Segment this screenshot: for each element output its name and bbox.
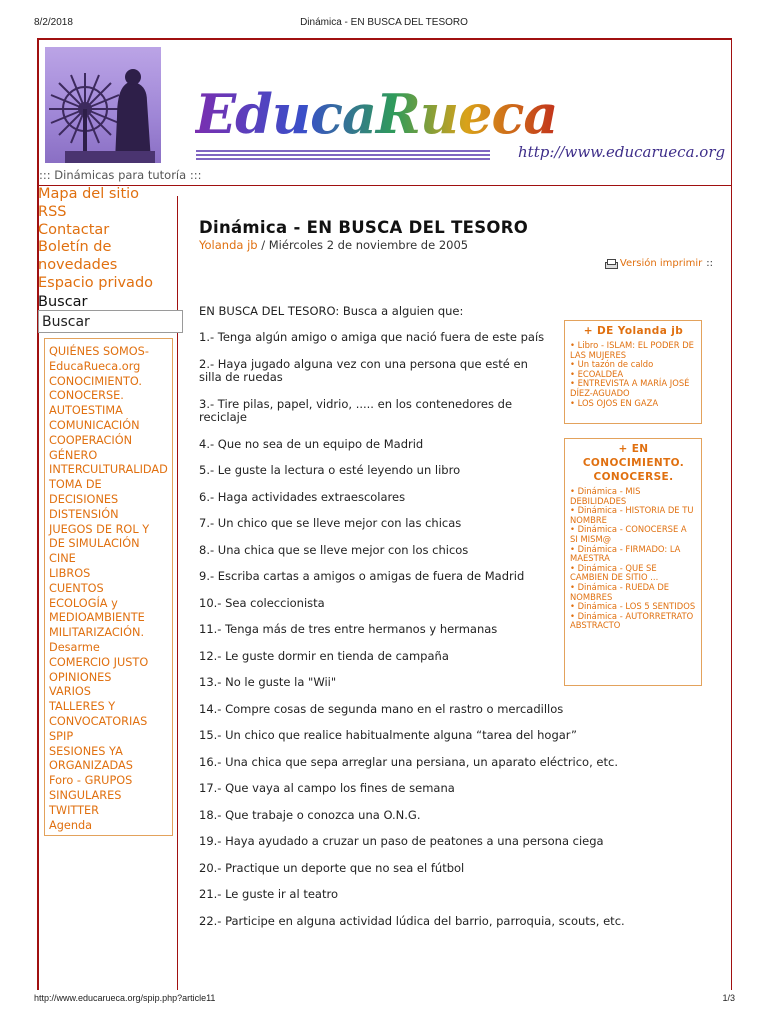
- nav-link-rss[interactable]: RSS: [38, 203, 67, 220]
- rubrique-link[interactable]: EducaRueca.org: [49, 359, 141, 373]
- rubrique-link[interactable]: Agenda: [49, 818, 93, 832]
- list-item: 14.- Compre cosas de segunda mano en el rastro o mercadillos: [199, 701, 564, 716]
- list-item: 4.- Que no sea de un equipo de Madrid: [199, 436, 424, 451]
- rubrique-link[interactable]: MEDIOAMBIENTE: [49, 611, 145, 625]
- site-tagline: ::: Dinámicas para tutoría :::: [39, 168, 202, 182]
- list-item: 12.- Le guste dormir en tienda de campaña: [199, 648, 449, 663]
- list-item: 22.- Participe en alguna actividad lúdica del barrio, parroquia, scouts, etc.: [199, 913, 625, 928]
- list-item: 18.- Que trabaje o conozca una O.N.G.: [199, 807, 421, 822]
- print-version-link[interactable]: [605, 258, 713, 269]
- related-article-link[interactable]: • Dinámica - CONOCERSE A SI MISM@: [570, 524, 687, 544]
- more-by-author-box: [564, 320, 702, 424]
- banner-photo: [45, 47, 161, 163]
- frame-right-border: [731, 38, 732, 990]
- author-link[interactable]: Yolanda jb: [199, 238, 258, 252]
- related-article-link[interactable]: • LOS OJOS EN GAZA: [570, 397, 659, 408]
- rubrique-link[interactable]: SINGULARES: [49, 788, 122, 802]
- print-version-label[interactable]: Versión imprimir: [619, 258, 703, 269]
- nav-link-private-space[interactable]: Espacio privado: [38, 274, 154, 291]
- list-item: 15.- Un chico que realice habitualmente alguna “tarea del hogar”: [199, 728, 577, 742]
- print-separator: ::: [706, 258, 713, 269]
- banner-url: http://www.educarueca.org: [518, 143, 726, 161]
- related-article-link[interactable]: • Libro - ISLAM: EL PODER DE LAS MUJERES: [570, 340, 694, 360]
- rubrique-link[interactable]: VARIOS: [49, 685, 91, 699]
- rubrique-link[interactable]: DECISIONES: [49, 492, 119, 506]
- article-date: / Miércoles 2 de noviembre de 2005: [257, 238, 469, 252]
- logo-underline: [196, 150, 490, 160]
- more-in-rubrique-title: + EN CONOCIMIENTO. CONOCERSE.: [582, 443, 685, 483]
- rubrique-link[interactable]: TALLERES Y: [49, 700, 116, 714]
- list-item: 20.- Practique un deporte que no sea el fútbol: [199, 860, 465, 875]
- rubrique-link[interactable]: SPIP: [49, 729, 74, 743]
- article-intro: EN BUSCA DEL TESORO: Busca a alguien que:: [199, 304, 464, 318]
- list-item: 2.- Haya jugado alguna vez con una persona que esté en silla de ruedas: [199, 356, 528, 384]
- rubrique-link[interactable]: TOMA DE: [49, 478, 102, 492]
- related-article-link[interactable]: • Dinámica - HISTORIA DE TU NOMBRE: [570, 505, 694, 525]
- rubrique-link[interactable]: CONOCIMIENTO.: [49, 374, 142, 388]
- frame-top-border: [37, 38, 732, 40]
- rubrique-link[interactable]: Desarme: [49, 640, 100, 654]
- related-article-link[interactable]: • Dinámica - MIS DEBILIDADES: [570, 486, 641, 506]
- article-title: Dinámica - EN BUSCA DEL TESORO: [199, 218, 529, 237]
- rubrique-link[interactable]: DE SIMULACIÓN: [49, 537, 140, 551]
- related-article-link[interactable]: • Dinámica - QUE SE CAMBIEN DE SITIO ...: [570, 562, 659, 583]
- search-input[interactable]: [38, 310, 183, 333]
- print-page-number: 1/3: [722, 993, 735, 1003]
- rubrique-link[interactable]: GÉNERO: [49, 448, 98, 462]
- article-byline: [199, 238, 468, 252]
- rubrique-link[interactable]: AUTOESTIMA: [49, 404, 123, 418]
- rubrique-link[interactable]: CINE: [49, 552, 76, 566]
- more-in-rubrique-box: [564, 438, 702, 686]
- rubrique-link[interactable]: CUENTOS: [49, 581, 104, 595]
- nav-link-contact[interactable]: Contactar: [38, 221, 110, 238]
- related-article-link[interactable]: • Dinámica - FIRMADO: LA MAESTRA: [570, 543, 681, 564]
- rubrique-link[interactable]: COOPERACIÓN: [49, 433, 133, 447]
- list-item: 1.- Tenga algún amigo o amiga que nació fuera de este país: [199, 330, 545, 344]
- rubrique-link[interactable]: Foro - GRUPOS: [49, 774, 133, 788]
- more-by-author-title: + DE Yolanda jb: [583, 325, 684, 337]
- printer-icon: [605, 259, 616, 269]
- nav-link-newsletter[interactable]: Boletín de: [38, 239, 112, 256]
- rubrique-link[interactable]: ORGANIZADAS: [49, 759, 133, 773]
- list-item: 9.- Escriba cartas a amigos o amigas de fuera de Madrid: [199, 569, 525, 583]
- rubrique-link[interactable]: SESIONES YA: [49, 744, 123, 758]
- list-item: 10.- Sea coleccionista: [199, 595, 325, 610]
- related-article-link[interactable]: • Dinámica - RUEDA DE NOMBRES: [570, 581, 670, 602]
- nav-link-newsletter-cont[interactable]: novedades: [38, 257, 118, 274]
- rubrique-link[interactable]: OPINIONES: [49, 670, 112, 684]
- rubrique-link[interactable]: ECOLOGÍA y: [49, 596, 118, 610]
- rubrique-link[interactable]: COMERCIO JUSTO: [49, 655, 149, 669]
- search-label: Buscar: [38, 293, 88, 310]
- rubrique-link[interactable]: LIBROS: [49, 566, 91, 580]
- rubrique-list: [44, 338, 173, 836]
- list-item: 5.- Le guste la lectura o esté leyendo un libro: [199, 463, 461, 477]
- related-article-link[interactable]: • ENTREVISTA A MARÍA JOSÉ DÍEZ-AGUADO: [570, 378, 690, 398]
- print-footer-url: http://www.educarueca.org/spip.php?article11: [34, 993, 216, 1003]
- related-article-link[interactable]: • Dinámica - LOS 5 SENTIDOS: [570, 601, 696, 612]
- rubrique-link[interactable]: TWITTER: [49, 803, 99, 817]
- sidebar-nav: [38, 186, 178, 311]
- related-article-link[interactable]: • Dinámica - AUTORRETRATO ABSTRACTO: [570, 610, 694, 631]
- related-article-link[interactable]: • Un tazón de caldo: [570, 359, 654, 370]
- list-item: 6.- Haga actividades extraescolares: [199, 489, 406, 504]
- rubrique-link[interactable]: JUEGOS DE ROL Y: [49, 522, 150, 536]
- list-item: 17.- Que vaya al campo los fines de semana: [199, 781, 455, 795]
- list-item: 7.- Un chico que se lleve mejor con las chicas: [199, 516, 462, 530]
- list-item: 8.- Una chica que se lleve mejor con los chicos: [199, 542, 469, 557]
- list-item: 21.- Le guste ir al teatro: [199, 887, 338, 901]
- list-item: 13.- No le guste la "Wii": [199, 675, 337, 689]
- print-date: 8/2/2018: [34, 17, 73, 28]
- rubrique-link[interactable]: INTERCULTURALIDAD: [49, 463, 168, 477]
- list-item: 19.- Haya ayudado a cruzar un paso de peatones a una persona ciega: [199, 834, 604, 848]
- rubrique-link[interactable]: CONVOCATORIAS: [49, 714, 148, 728]
- nav-link-site-map[interactable]: Mapa del sitio: [38, 186, 140, 202]
- related-article-link[interactable]: • ECOALDEA: [570, 368, 624, 379]
- rubrique-link[interactable]: DISTENSIÓN: [49, 507, 119, 521]
- print-page-title: Dinámica - EN BUSCA DEL TESORO: [300, 17, 468, 28]
- rubrique-link[interactable]: QUIÉNES SOMOS-: [49, 345, 149, 358]
- list-item: 3.- Tire pilas, papel, vidrio, ..... en los contenedores de reciclaje: [199, 396, 513, 424]
- rubrique-link[interactable]: MILITARIZACIÓN.: [49, 626, 145, 640]
- list-item: 11.- Tenga más de tres entre hermanos y hermanas: [199, 622, 498, 636]
- list-item: 16.- Una chica que sepa arreglar una persiana, un aparato eléctrico, etc.: [199, 754, 618, 769]
- rubrique-link[interactable]: COMUNICACIÓN: [49, 418, 140, 432]
- site-logo[interactable]: EducaRueca: [195, 82, 558, 146]
- rubrique-link[interactable]: CONOCERSE.: [49, 389, 124, 403]
